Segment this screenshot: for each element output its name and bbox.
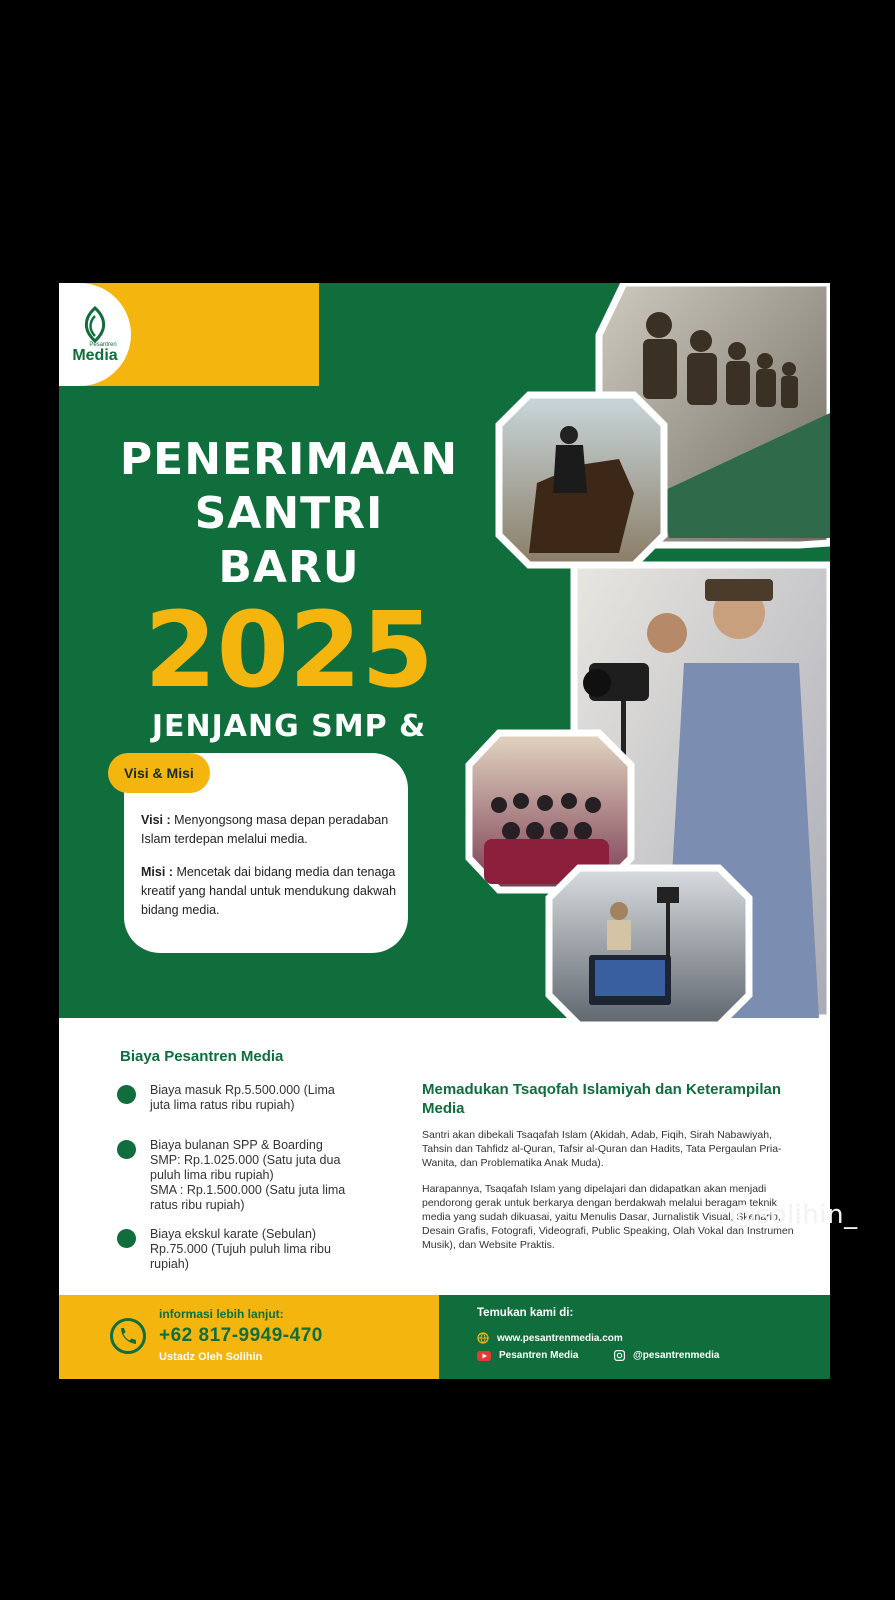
fee-item: [117, 1083, 377, 1113]
contact-name: Ustadz Oleh Solihin: [159, 1351, 263, 1363]
program-paragraph-2: Harapannya, Tsaqafah Islam yang dipelajari dan didapatkan akan menjadi pendorong gerak untuk berkarya dengan berdakwah melalui beragam teknik media yang sudah dikuasai, yaitu Menulis Dasar, Jurnalistik Visual, Skenario, Desain Grafis, Fotografi, Videografi, Public Speaking, Olah Vokal dan Instrumen Musik), dan Website Praktis.: [422, 1183, 794, 1251]
photo-collage: [59, 283, 830, 1053]
bullet-dot: [117, 1140, 136, 1159]
fee-line: Biaya masuk Rp.5.500.000 (Lima: [150, 1083, 335, 1097]
instagram-link[interactable]: [614, 1350, 719, 1361]
vision-text: Menyongsong masa depan peradaban Islam terdepan melalui media.: [141, 813, 389, 846]
bullet-dot: [117, 1085, 136, 1104]
youtube-link[interactable]: [477, 1350, 578, 1361]
instagram-text: @pesantrenmedia: [633, 1350, 720, 1361]
bullet-dot: [117, 1229, 136, 1248]
fee-line: juta lima ratus ribu rupiah): [150, 1098, 295, 1112]
headline-year: 2025: [144, 589, 434, 711]
fee-line: SMP: Rp.1.025.000 (Satu juta dua: [150, 1153, 341, 1167]
fee-line: Biaya ekskul karate (Sebulan): [150, 1227, 317, 1241]
vision-mission-tag: Visi & Misi: [108, 753, 210, 793]
program-section: [422, 1080, 800, 1264]
program-title: Memadukan Tsaqofah Islamiyah dan Keterampilan Media: [422, 1081, 781, 1117]
headline-line-2: SANTRI BARU: [194, 488, 384, 593]
user-watermark: @solihin_: [730, 1200, 858, 1230]
fee-line: SMA : Rp.1.500.000 (Satu juta lima: [150, 1183, 346, 1197]
fees-title: Biaya Pesantren Media: [120, 1048, 284, 1065]
vision-label: Visi :: [141, 813, 171, 827]
youtube-text: Pesantren Media: [499, 1350, 579, 1361]
website-link[interactable]: [477, 1332, 623, 1344]
find-us-label: Temukan kami di:: [477, 1307, 574, 1319]
fee-line: ratus ribu rupiah): [150, 1198, 245, 1212]
phone-number[interactable]: +62 817-9949-470: [159, 1325, 323, 1346]
logo-text: Media: [72, 346, 118, 364]
fee-line: puluh lima ribu rupiah): [150, 1168, 274, 1182]
website-text: www.pesantrenmedia.com: [497, 1332, 623, 1344]
fee-line: rupiah): [150, 1257, 189, 1271]
phone-icon: [109, 1317, 147, 1355]
instagram-icon: [614, 1350, 625, 1361]
program-paragraph-1: Santri akan dibekali Tsaqafah Islam (Akidah, Adab, Fiqih, Sirah Nabawiyah, Tahsin dan Tahfidz al-Quran, Tafsir al-Quran dan Hadits, Tata Pergaulan Pria-Wanita, dan Problematika Anak Muda).: [422, 1129, 782, 1169]
headline-level: JENJANG SMP &: [151, 709, 427, 744]
mission-label: Misi :: [141, 865, 173, 879]
fee-item: [117, 1138, 377, 1213]
fee-line: Biaya bulanan SPP & Boarding: [150, 1138, 323, 1152]
fee-item: [117, 1227, 377, 1272]
logo-subtext: Pesantren: [89, 341, 117, 348]
headline-line-1: PENERIMAAN: [119, 434, 459, 485]
flyer: [59, 283, 830, 1379]
globe-icon: [477, 1332, 489, 1344]
info-label: informasi lebih lanjut:: [159, 1307, 284, 1321]
youtube-icon: [477, 1351, 491, 1361]
fee-line: Rp.75.000 (Tujuh puluh lima ribu: [150, 1242, 331, 1256]
mission-text: Mencetak dai bidang media dan tenaga kreatif yang handal untuk mendukung dakwah bidang media.: [141, 865, 397, 917]
